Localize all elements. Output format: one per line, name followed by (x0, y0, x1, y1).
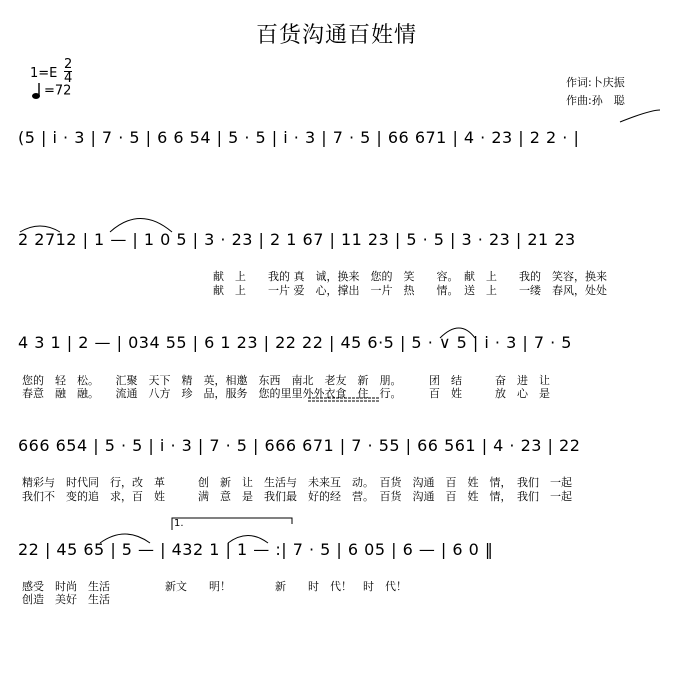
composer-credit: 作曲:孙 聪 (566, 94, 625, 107)
lyrics-line-5-verse-1: 感受 时尚 生活 新文 明！ 新 时 代！ 时 代！ (22, 580, 407, 593)
lyrics-line-2-verse-1: 献 上 我的 真 诚，换来 您的 笑 容。 献 上 我的 笑容，换来 (213, 270, 607, 283)
lyrics-line-4-verse-2: 我们不 变的追 求，百 姓 满 意 是 我们最 好的经 营。 百货 沟通 百 姓 情， 我们 一起 (22, 490, 572, 503)
notation-line-5: 22 | 45 65 | 5 — | 432 1 | 1 — :| 7 · 5 | 6 05 | 6 — | 6 0 ‖ (18, 540, 494, 559)
time-signature (64, 58, 72, 85)
lyricist-credit: 作词:卜庆振 (566, 76, 625, 89)
volta-bracket (172, 518, 292, 530)
score-line-3 (18, 333, 670, 352)
lyrics-line-5-verse-2: 创造 美好 生活 (22, 593, 110, 606)
notation-line-1: (5 | i · 3 | 7 · 5 | 6 6 54 | 5 · 5 | i · 3 | 7 · 5 | 66 671 | 4 · 23 | 2 2 · | (18, 128, 580, 147)
tempo-marking (30, 82, 71, 100)
tempo-value: =72 (44, 83, 72, 99)
score-line-5 (18, 540, 670, 559)
song-title: 百货沟通百姓情 (255, 23, 417, 48)
slur-mark (620, 110, 660, 122)
notation-line-4: 666 654 | 5 · 5 | i · 3 | 7 · 5 | 666 671 | 7 · 55 | 66 561 | 4 · 23 | 22 (18, 436, 581, 455)
lyrics-line-3-verse-2: 春意 融 融。 流通 八方 珍 品，服务 您的里里外外衣食 住 行。 百 姓 放 心 是 (22, 387, 550, 400)
score-line-2 (18, 230, 670, 249)
quarter-note-icon (30, 82, 44, 100)
notation-line-2: 2 2712 | 1 — | 1 0 5 | 3 · 23 | 2 1 67 | 11 23 | 5 · 5 | 3 · 23 | 21 23 (18, 230, 576, 249)
score-line-1 (18, 128, 670, 147)
key-signature: 1=E (30, 66, 58, 81)
lyrics-line-2-verse-2: 献 上 一片 爱 心，撑出 一片 热 情。 送 上 一缕 春风，处处 (213, 284, 607, 297)
notation-line-3: 4 3 1 | 2 — | 034 55 | 6 1 23 | 22 22 | 45 6·5 | 5 · ∨ 5 | i · 3 | 7 · 5 (18, 333, 572, 352)
lyrics-line-3-verse-1: 您的 轻 松。 汇聚 天下 精 英，相邀 东西 南北 老友 新 朋。 团 结 奋 进 让 (22, 374, 550, 387)
score-line-4 (18, 436, 670, 455)
time-bottom: 4 (64, 71, 73, 86)
volta-label: 1. (174, 518, 184, 529)
time-top: 2 (64, 57, 73, 72)
lyrics-line-4-verse-1: 精彩与 时代同 行，改 革 创 新 让 生活与 未来互 动。 百货 沟通 百 姓 情， 我们 一起 (22, 476, 572, 489)
